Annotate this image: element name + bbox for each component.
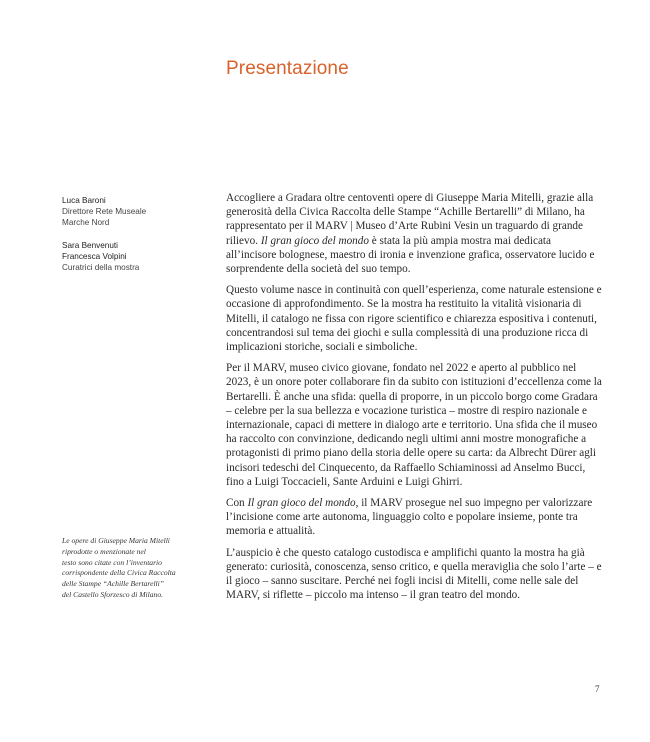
- paragraph-text: è stata la più ampia mostra mai dedicata all’incisore bolognese, maestro di ironia e invenzione grafica, osservatore lucido e sorprendente della società del suo tempo.: [226, 234, 595, 276]
- author-luca-baroni: [62, 195, 212, 228]
- note-line: delle Stampe “Achille Bertarelli”: [62, 579, 165, 589]
- author-role-line: Direttore Rete Museale: [62, 207, 147, 216]
- page-number: 7: [595, 684, 600, 694]
- note-line: Le opere di Giuseppe Maria Mitelli: [62, 536, 170, 545]
- author-role: Curatrici della mostra: [62, 263, 140, 272]
- page-title: Presentazione: [226, 58, 349, 79]
- paragraph-text: Accogliere a Gradara oltre centoventi opere di Giuseppe Maria Mitelli, grazie alla generosità della Civica Raccolta delle Stampe “Achille Bertarelli” di Milano, ha rappresentato per il MARV | Museo d’Arte Rubini Vesin un traguardo di grande rilievo.: [226, 192, 594, 247]
- author-name: Luca Baroni: [62, 196, 106, 205]
- author-name: Francesca Volpini: [62, 252, 127, 261]
- paragraph-2: Questo volume nasce in continuità con quell’esperienza, come naturale estensione e occasione di approfondimento. Se la mostra ha restituito la vitalità visionaria di Mitelli, il catalogo ne fissa con rigore scientifico e chiarezza espositiva i contenuti, concentrandosi sul tema dei giochi e sulla complessità di una produzione ricca di implicazioni storiche, sociali e simboliche.: [226, 284, 602, 354]
- paragraph-text: Con: [226, 497, 248, 510]
- author-curators: [62, 240, 212, 273]
- authors-block: [62, 195, 212, 285]
- book-title-italic: Il gran gioco del mondo: [260, 234, 369, 247]
- note-line: riprodotte o menzionate nel: [62, 546, 146, 556]
- paragraph-3: Per il MARV, museo civico giovane, fondato nel 2022 e aperto al pubblico nel 2023, è un onore poter collaborare fin da subito con istituzioni d’eccellenza come la Bertarelli. È anche una sfida: quella di proporre, in un piccolo borgo come Gradara – celebre per la sua bellezza e vocazione turistica – mostre di respiro nazionale e internazionale, capaci di mettere in dialogo arte e territorio. Una sfida che il museo ha raccolto con convinzione, dedicando negli ultimi anni mostre monografiche a protagonisti di primo piano della storia delle opere su carta: da Albrecht Dürer agli incisori tedeschi del Cinquecento, da Raffaello Schiaminossi ad Anselmo Bucci, fino a Luigi Toccacieli, Sante Arduini e Luigi Ghirri.: [226, 362, 602, 488]
- paragraph-5: L’auspicio è che questo catalogo custodisca e amplifichi quanto la mostra ha già generato: curiosità, conoscenza, senso critico, e quella meraviglia che solo l’arte – e il gioco – sanno suscitare. Perché nei fogli incisi di Mitelli, come nelle sale del MARV, si riflette – piccolo ma intenso – il gran teatro del mondo.: [226, 546, 602, 602]
- author-role-line: Marche Nord: [62, 218, 110, 227]
- note-line: corrispondente della Civica Raccolta: [62, 568, 176, 578]
- paragraph-1: [226, 191, 602, 276]
- author-name: Sara Benvenuti: [62, 241, 118, 250]
- note-line: testo sono citate con l’inventario: [62, 557, 162, 567]
- side-note: [62, 536, 222, 601]
- body-text: [226, 191, 602, 609]
- note-line: del Castello Sforzesco di Milano.: [62, 589, 164, 599]
- book-title-italic: Il gran gioco del mondo: [247, 497, 356, 510]
- paragraph-text: , il MARV prosegue nel suo impegno per valorizzare l’incisione come arte autonoma, linguaggio colto e popolare insieme, ponte tra memoria e attualità.: [226, 497, 593, 538]
- paragraph-4: [226, 496, 602, 539]
